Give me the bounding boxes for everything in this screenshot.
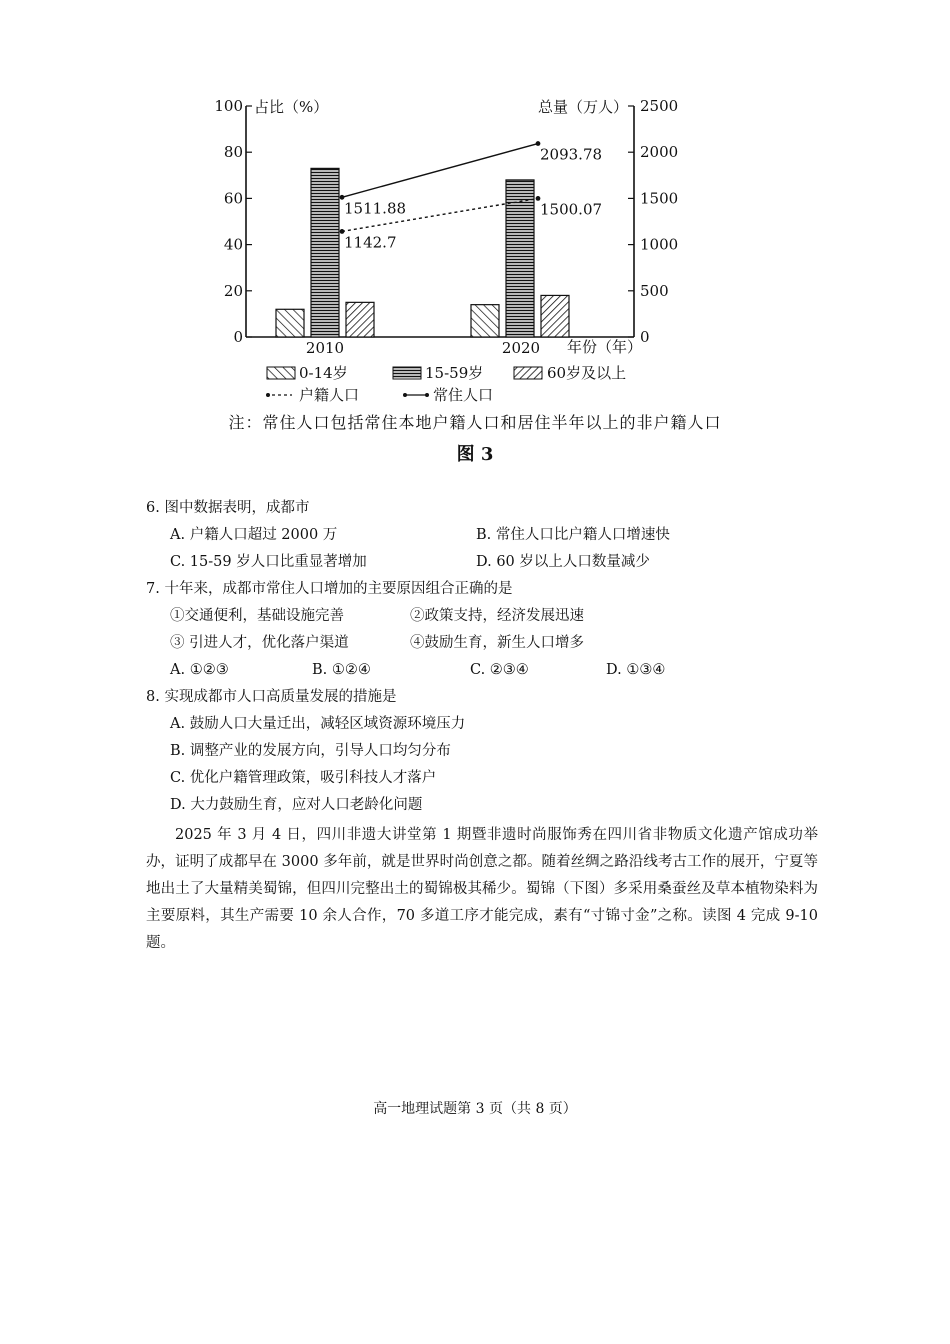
legend-label-elderly: 60岁及以上 — [547, 364, 627, 382]
q8-option-b: B. 调整产业的发展方向，引导人口均匀分布 — [170, 743, 451, 759]
legend-swatch-working — [393, 367, 421, 379]
right-axis-label: 总量（万人） — [537, 98, 628, 116]
chart-frame — [246, 106, 634, 337]
right-axis-ticks — [628, 97, 678, 346]
q8-option-d: D. 大力鼓励生育，应对人口老龄化问题 — [170, 797, 423, 813]
right-tick-label-0: 0 — [640, 328, 650, 346]
q7-items-row1 — [146, 603, 816, 630]
x-axis-categories — [306, 339, 540, 357]
left-tick-label-2: 40 — [223, 235, 243, 254]
q7-option-c: C. ②③④ — [470, 662, 529, 678]
legend-label-working: 15-59岁 — [425, 364, 484, 382]
q8-option-a: A. 鼓励人口大量迁出，减轻区域资源环境压力 — [170, 716, 466, 732]
chart-note: 注：常住人口包括常住本地户籍人口和居住半年以上的非户籍人口 — [228, 413, 722, 432]
legend-line-changzhu — [403, 393, 429, 397]
page-footer: 高一地理试题第 3 页（共 8 页） — [373, 1101, 577, 1117]
questions — [146, 495, 816, 819]
q6-option-c: C. 15-59 岁人口比重显著增加 — [170, 554, 367, 570]
left-tick-label-5: 100 — [214, 97, 243, 115]
q7-stem: 7. 十年来，成都市常住人口增加的主要原因组合正确的是 — [146, 581, 513, 597]
left-tick-label-4: 80 — [223, 143, 243, 162]
line-label-0-0: 1142.7 — [344, 233, 397, 252]
q6-stem: 6. 图中数据表明，成都市 — [146, 500, 310, 516]
q7-items-row2 — [146, 630, 816, 657]
bar-group — [276, 168, 569, 337]
passage-text: 2025 年 3 月 4 日，四川非遗大讲堂第 1 期暨非遗时尚服饰秀在四川省非物质文化遗产馆成功举办，证明了成都早在 3000 多年前，就是世界时尚创意之都。随着丝绸之路沿线考古工作的展开，宁夏等地出土了大量精美蜀锦，但四川完整出土的蜀锦极其稀少。蜀锦（下图）多采用桑蚕丝及草本植物染料为主要原料，其生产需要 10 余人合作，70 多道工序才能完成，素有“寸锦寸金”之称。读图 4 完成 9-10 题。 — [146, 827, 818, 951]
bar-2010-series-2 — [346, 302, 374, 337]
right-tick-label-5: 2500 — [640, 97, 679, 115]
q8-option-c: C. 优化户籍管理政策，吸引科技人才落户 — [170, 770, 437, 786]
legend-label-huji: 户籍人口 — [299, 386, 360, 404]
legend-label-young: 0-14岁 — [299, 364, 348, 382]
x-category-2010: 2010 — [305, 339, 345, 357]
q7-item-2: ②政策支持，经济发展迅速 — [410, 608, 584, 624]
right-tick-label-4: 2000 — [640, 143, 679, 162]
population-chart — [0, 0, 950, 410]
legend — [266, 364, 626, 404]
right-tick-label-2: 1000 — [640, 235, 679, 254]
right-tick-label-1: 500 — [640, 281, 669, 300]
left-tick-label-0: 0 — [233, 328, 243, 346]
q7-item-4: ④鼓励生育，新生人口增多 — [410, 635, 584, 651]
q7-item-1: ①交通便利，基础设施完善 — [170, 608, 344, 624]
line-label-1-1: 2093.78 — [540, 145, 603, 164]
q6-option-d: D. 60 岁以上人口数量减少 — [476, 554, 650, 570]
x-category-2020: 2020 — [501, 339, 541, 357]
line-label-0-1: 1500.07 — [540, 200, 603, 219]
q8-stem: 8. 实现成都市人口高质量发展的措施是 — [146, 689, 397, 705]
bar-2010-series-1 — [311, 168, 339, 337]
q7-option-d: D. ①③④ — [606, 662, 666, 678]
bar-2020-series-0 — [471, 305, 499, 337]
q7-item-3: ③ 引进人才，优化落户渠道 — [170, 635, 349, 651]
x-axis-label: 年份（年） — [567, 338, 643, 356]
right-tick-label-3: 1500 — [640, 189, 679, 208]
bar-2020-series-2 — [541, 295, 569, 337]
line-label-1-0: 1511.88 — [344, 199, 407, 218]
q6-options-row1 — [146, 522, 816, 549]
legend-label-changzhu: 常住人口 — [433, 386, 494, 404]
q6-option-a: A. 户籍人口超过 2000 万 — [170, 527, 338, 543]
q7-option-a: A. ①②③ — [170, 662, 229, 678]
line-group — [340, 141, 602, 251]
legend-line-huji — [266, 393, 292, 397]
left-tick-label-1: 20 — [223, 281, 243, 300]
legend-swatch-elderly — [514, 367, 542, 379]
bar-2010-series-0 — [276, 309, 304, 337]
q7-options — [146, 657, 816, 684]
q7-option-b: B. ①②④ — [312, 662, 371, 678]
q6-options-row2 — [146, 549, 816, 576]
passage — [146, 822, 818, 957]
q6-option-b: B. 常住人口比户籍人口增速快 — [476, 527, 670, 543]
legend-swatch-young — [267, 367, 295, 379]
figure-title: 图 3 — [456, 444, 494, 465]
left-axis-label: 占比（%） — [254, 98, 329, 116]
left-tick-label-3: 60 — [223, 189, 243, 208]
